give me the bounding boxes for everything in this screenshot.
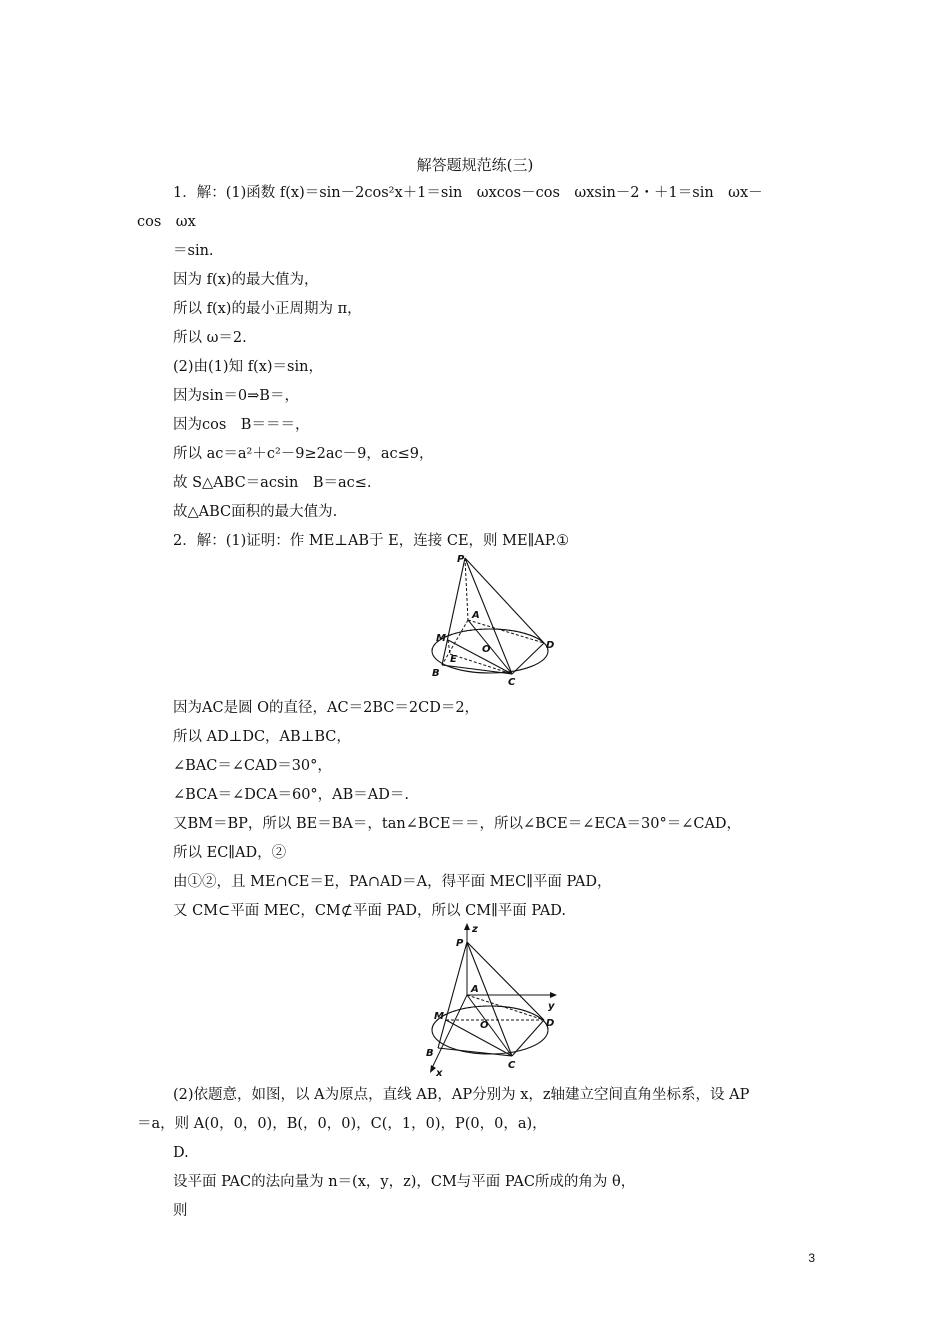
text-line-4: 因为 f(x)的最大值为， — [173, 272, 319, 288]
figure-2-label-c: C — [508, 1060, 516, 1071]
text-line-3: ＝sin. — [173, 243, 214, 259]
text-line-19: 所以 EC∥AD，② — [173, 845, 287, 861]
text-line-21: 又 CM⊂平面 MEC，CM⊄平面 PAD，所以 CM∥平面 PAD. — [173, 903, 567, 919]
text-line-18: 又BM＝BP，所以 BE＝BA＝，tan∠BCE＝＝，所以∠BCE＝∠ECA＝30°＝∠CAD， — [173, 816, 742, 832]
figure-1-label-c: C — [508, 677, 516, 688]
text-line-5: 所以 f(x)的最小正周期为 π， — [173, 301, 362, 317]
text-line-1: 1．解：(1)函数 f(x)＝sin－2cos²x＋1＝sin ωxcos－cos ωxsin－2・＋1＝sin ωx－ — [173, 185, 763, 201]
figure-1-label-e: E — [450, 654, 457, 665]
page-title: 解答题规范练(三) — [416, 156, 534, 174]
figure-1 — [420, 550, 570, 694]
figure-2 — [420, 920, 570, 1084]
text-line-12: 故△ABC面积的最大值为. — [173, 504, 338, 520]
text-line-9: 因为cos B＝＝＝， — [173, 417, 310, 433]
figure-2-label-m: M — [434, 1011, 444, 1022]
text-line-2: cos ωx — [137, 214, 196, 230]
figure-2-label-z: z — [472, 924, 478, 935]
text-line-8: 因为sin＝0⇒B＝， — [173, 388, 299, 404]
figure-1-svg — [420, 550, 570, 690]
figure-2-label-a: A — [471, 984, 479, 995]
figure-2-label-x: x — [436, 1068, 443, 1079]
text-line-20: 由①②，且 ME∩CE＝E，PA∩AD＝A，得平面 MEC∥平面 PAD， — [173, 874, 612, 890]
text-line-15: 所以 AD⊥DC，AB⊥BC， — [173, 729, 351, 745]
text-line-14: 因为AC是圆 O的直径，AC＝2BC＝2CD＝2， — [173, 700, 480, 716]
figure-1-label-m: M — [436, 633, 446, 644]
figure-2-svg — [420, 920, 570, 1080]
figure-2-label-d: D — [546, 1018, 555, 1029]
text-line-23: ＝a，则 A(0，0，0)，B(，0，0)，C(，1，0)，P(0，0，a)， — [137, 1116, 547, 1132]
figure-1-label-b: B — [432, 668, 440, 679]
figure-2-label-o: O — [480, 1020, 489, 1031]
figure-1-label-a: A — [472, 610, 480, 621]
text-line-6: 所以 ω＝2. — [173, 330, 247, 346]
figure-2-label-y: y — [548, 1001, 555, 1012]
text-line-10: 所以 ac＝a²＋c²－9≥2ac－9，ac≤9， — [173, 446, 434, 462]
text-line-26: 则 — [173, 1203, 188, 1219]
text-line-16: ∠BAC＝∠CAD＝30°， — [173, 758, 332, 774]
text-line-13: 2．解：(1)证明：作 ME⊥AB于 E，连接 CE，则 ME∥AP.① — [173, 533, 570, 549]
text-line-17: ∠BCA＝∠DCA＝60°，AB＝AD＝. — [173, 787, 410, 803]
text-line-22: (2)依题意，如图，以 A为原点，直线 AB，AP分别为 x，z轴建立空间直角坐标系，设 AP — [173, 1087, 750, 1103]
figure-1-label-d: D — [546, 640, 555, 651]
figure-1-label-o: O — [482, 644, 491, 655]
page-number: 3 — [808, 1251, 815, 1265]
figure-2-label-b: B — [426, 1048, 434, 1059]
text-line-7: (2)由(1)知 f(x)＝sin， — [173, 359, 323, 375]
figure-2-label-p: P — [456, 938, 464, 949]
figure-1-label-p: P — [457, 554, 465, 565]
text-line-11: 故 S△ABC＝acsin B＝ac≤. — [173, 475, 372, 491]
text-line-24: D. — [173, 1145, 189, 1161]
text-line-25: 设平面 PAC的法向量为 n＝(x，y，z)，CM与平面 PAC所成的角为 θ， — [173, 1174, 636, 1190]
